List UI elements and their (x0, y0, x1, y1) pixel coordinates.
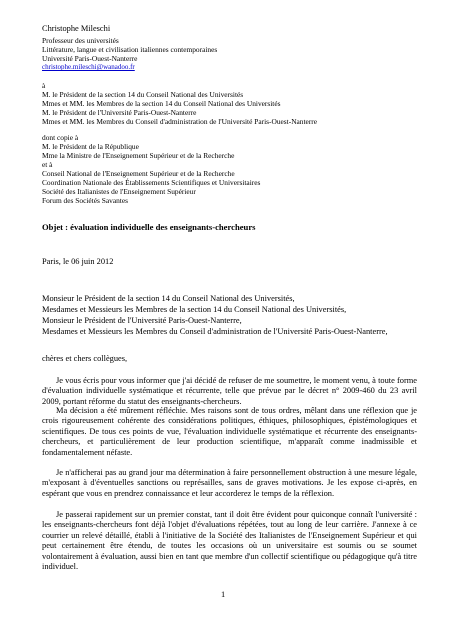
author-university: Université Paris-Ouest-Nanterre (42, 54, 138, 63)
copies-intro: dont copie à (42, 133, 79, 142)
body-paragraph: Je n'afficherai pas au grand jour ma détermination à faire personnellement obstruction à une mesure légale, m'exposant à d'éventuelles sanctions ou représailles, sans de graves motivations. Je les expose ci-après, en espérant que vous en prendrez connaissance et leur accorderez le temps de la réflexion. (42, 468, 417, 498)
body-paragraph: Je passerai rapidement sur un premier constat, tant il doit être évident pour quiconque connaît l'université : les enseignants-chercheurs font déjà l'objet d'évaluations répétées, tout au long de leur carrière. J'annexe à ce courrier un relevé détaillé, établi à l'initiative de la Société des Italianistes de l'Enseignement Supérieur et qui peut certainement être étendu, de toutes les occasions où un universitaire est soumis ou se soumet volontairement à évaluation, aussi bien en tant que membre d'un collectif scientifique ou pédagogique qu'à titre individuel. (42, 510, 417, 572)
author-email-link[interactable]: christophe.mileschi@wanadoo.fr (42, 63, 135, 71)
copy-line: M. le Président de la République (42, 142, 139, 151)
recipient-line: M. le Président de l'Université Paris-Ouest-Nanterre (42, 108, 197, 117)
author-field: Littérature, langue et civilisation italiennes contemporaines (42, 45, 218, 54)
salutation-line: Monsieur le Président de l'Université Paris-Ouest-Nanterre, (42, 316, 242, 325)
letter-subject: Objet : évaluation individuelle des enseignants-chercheurs (42, 222, 256, 232)
salutation-line: Mesdames et Messieurs les Membres de la section 14 du Conseil National des Universités, (42, 305, 347, 314)
copy-line: Mme la Ministre de l'Enseignement Supérieur et de la Recherche (42, 151, 235, 160)
salutation-line: Monsieur le Président de la section 14 du Conseil National des Universités, (42, 294, 295, 303)
letter-date: Paris, le 06 juin 2012 (42, 257, 114, 266)
salutation-line: Mesdames et Messieurs les Membres du Conseil d'administration de l'Université Paris-Ouest-Nanterre, (42, 327, 388, 336)
greeting: chères et chers collègues, (42, 354, 128, 363)
copy-line: et à (42, 160, 53, 169)
body-paragraph: Ma décision a été mûrement réfléchie. Mes raisons sont de tous ordres, mêlant dans une réflexion que je crois rigoureusement cohérente des considérations politiques, éthiques, philosophiques, épistémologiques et scientifiques. De tous ces points de vue, l'évaluation individuelle systématique et récurrente des enseignants-chercheurs, et particulièrement de leur production scientifique, m'apparaît comme inadmissible et fondamentalement néfaste. (42, 406, 417, 457)
author-name: Christophe Mileschi (42, 24, 111, 33)
author-title: Professeur des universités (42, 36, 119, 45)
page-number: 1 (221, 590, 226, 599)
copy-line: Société des Italianistes de l'Enseignement Supérieur (42, 187, 196, 196)
copy-line: Forum des Sociétés Savantes (42, 196, 129, 205)
recipients-intro: à (42, 81, 46, 90)
body-paragraph: Je vous écris pour vous informer que j'ai décidé de refuser de me soumettre, le moment venu, à toute forme d'évaluation individuelle systématique et récurrente, telle que prévue par le décret n° 2009-460 du 23 avril 2009, portant réforme du statut des enseignants-chercheurs. (42, 376, 417, 406)
recipient-line: Mmes et MM. les Membres de la section 14 du Conseil National des Universités (42, 99, 281, 108)
copy-line: Conseil National de l'Enseignement Supérieur et de la Recherche (42, 169, 235, 178)
recipient-line: M. le Président de la section 14 du Conseil National des Universités (42, 90, 244, 99)
copy-line: Coordination Nationale des Établissements Scientifiques et Universitaires (42, 178, 261, 187)
recipient-line: Mmes et MM. les Membres du Conseil d'administration de l'Université Paris-Ouest-Nanterre (42, 117, 318, 126)
